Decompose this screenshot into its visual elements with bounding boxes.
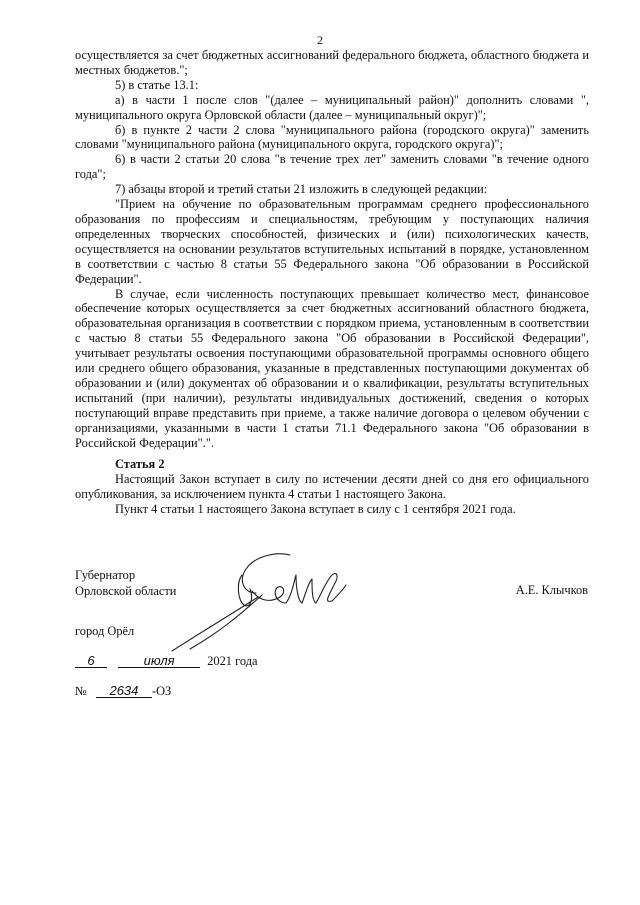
page-number: 2	[317, 33, 323, 47]
law-number-value: 2634	[96, 684, 152, 698]
paragraph-quote-2: В случае, если численность поступающих превышает количество мест, финансовое обеспечение которых осуществляется за счет бюджетных ассигнований областного бюджета, образовательная организация в соответствии с порядком приема, установленным в соответствии с частью 8 статьи 55 Федерального закона "Об образовании в Российской Федерации", учитывает результаты освоения поступающими образовательной программы основного общего или среднего общего образования, указанные в представленных поступающими документах об образовании и (или) документах об образовании и о квалификации, результаты вступительных испытаний (при наличии), результаты индивидуальных достижений, сведения о которых поступающий вправе представить при приеме, а также наличие договора о целевом обучении с организациями, указанными в части 1 статьи 71.1 Федерального закона "Об образовании в Российской Федерации".".	[75, 286, 589, 450]
paragraph-item-5: 5) в статье 13.1:	[115, 77, 199, 92]
date-year: 2021 года	[207, 654, 258, 668]
handwritten-signature	[150, 545, 360, 660]
governor-title-line-2: Орловской области	[75, 584, 177, 598]
law-number	[75, 684, 171, 699]
number-sign: №	[75, 684, 87, 698]
paragraph-continuation: осуществляется за счет бюджетных ассигнований федерального бюджета, областного бюджета и местных бюджетов.";	[75, 48, 589, 77]
governor-name: А.Е. Клычков	[515, 583, 588, 597]
document-body	[75, 48, 589, 517]
article-2-paragraph-1: Настоящий Закон вступает в силу по истечении десяти дней со дня его официального опубликования, за исключением пункта 4 статьи 1 настоящего Закона.	[75, 472, 589, 502]
governor-title-line-1: Губернатор	[75, 568, 136, 582]
city-label: город Орёл	[75, 624, 135, 638]
paragraph-item-7: 7) абзацы второй и третий статьи 21 изложить в следующей редакции:	[115, 182, 488, 197]
date-month: июля	[118, 654, 200, 668]
article-2-paragraph-2: Пункт 4 статьи 1 настоящего Закона вступает в силу с 1 сентября 2021 года.	[115, 502, 516, 517]
paragraph-item-5b: б) в пункте 2 части 2 слова "муниципального района (городского округа)" заменить словами "муниципального района (муниципального округа, городского округа)";	[75, 122, 589, 152]
paragraph-quote-1: "Прием на обучение по образовательным программам среднего профессионального образования по профессиям и специальностям, требующим у поступающих наличия определенных творческих способностей, физических и (или) психологических качеств, осуществляется на основании результатов вступительных испытаний в порядке, установленном в соответствии с частью 8 статьи 55 Федерального закона "Об образовании в Российской Федерации".	[75, 197, 589, 286]
paragraph-item-6: 6) в части 2 статьи 20 слова "в течение трех лет" заменить словами "в течение одного года";	[75, 152, 589, 182]
law-number-suffix: -ОЗ	[151, 684, 172, 698]
date-day: 6	[75, 654, 107, 668]
signing-date	[75, 654, 258, 669]
paragraph-item-5a: а) в части 1 после слов "(далее – муниципальный район)" дополнить словами ", муниципального округа Орловской области (далее – муниципальный округ)";	[75, 92, 589, 122]
article-2-heading: Статья 2	[115, 457, 165, 472]
